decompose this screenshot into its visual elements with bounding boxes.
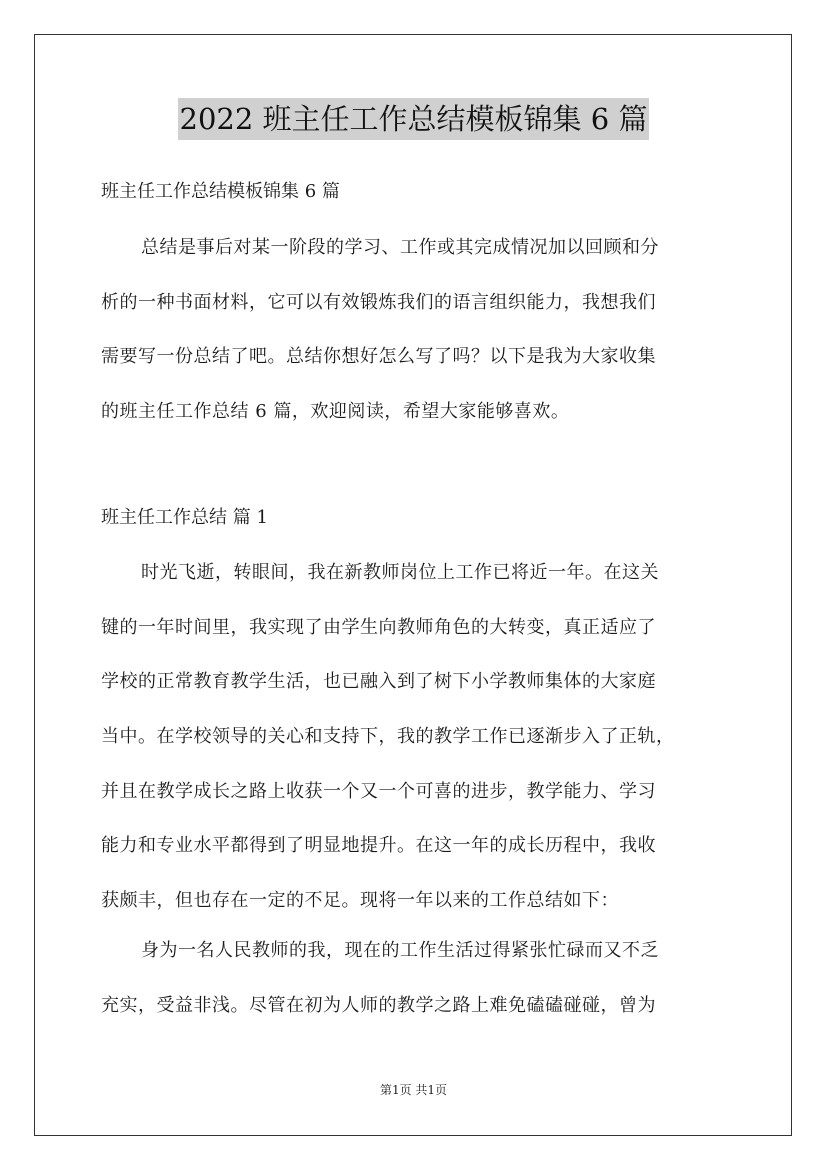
body-paragraph-2 [101,924,728,1033]
paragraph-line: 当中。在学校领导的关心和支持下，我的教学工作已逐渐步入了正轨， [101,726,675,748]
paragraph-line: 析的一种书面材料，它可以有效锻炼我们的语言组织能力，我想我们 [101,291,656,313]
paragraph-line: 总结是事后对某一阶段的学习、工作或其完成情况加以回顾和分 [141,237,659,258]
page-footer: 第1页 共1页 [379,1083,448,1097]
paragraph-line: 身为一名人民教师的我，现在的工作生活过得紧张忙碌而又不乏 [141,940,659,961]
intro-paragraph [101,221,728,440]
document-title: 2022 班主任工作总结模板锦集 6 篇 [178,98,650,140]
paragraph-line: 能力和专业水平都得到了明显地提升。在这一年的成长历程中，我收 [101,835,656,857]
document-subtitle: 班主任工作总结模板锦集 6 篇 [101,181,340,202]
paragraph-line: 获颇丰，但也存在一定的不足。现将一年以来的工作总结如下： [101,890,619,912]
paragraph-line: 充实，受益非浅。尽管在初为人师的教学之路上难免磕磕碰碰，曾为 [101,994,656,1016]
paragraph-line: 时光飞逝，转眼间，我在新教师岗位上工作已将近一年。在这关 [141,562,659,583]
paragraph-line: 需要写一份总结了吧。总结你想好怎么写了吗？以下是我为大家收集 [101,346,656,368]
paragraph-line: 的班主任工作总结 6 篇，欢迎阅读，希望大家能够喜欢。 [101,401,570,423]
paragraph-line: 并且在教学成长之路上收获一个又一个可喜的进步，教学能力、学习 [101,780,656,802]
section-heading: 班主任工作总结 篇 1 [101,507,268,528]
paragraph-line: 键的一年时间里，我实现了由学生向教师角色的大转变，真正适应了 [101,616,656,638]
title-container [0,98,827,140]
paragraph-line: 学校的正常教育教学生活，也已融入到了树下小学教师集体的大家庭 [101,671,656,693]
body-paragraph-1 [101,546,728,929]
